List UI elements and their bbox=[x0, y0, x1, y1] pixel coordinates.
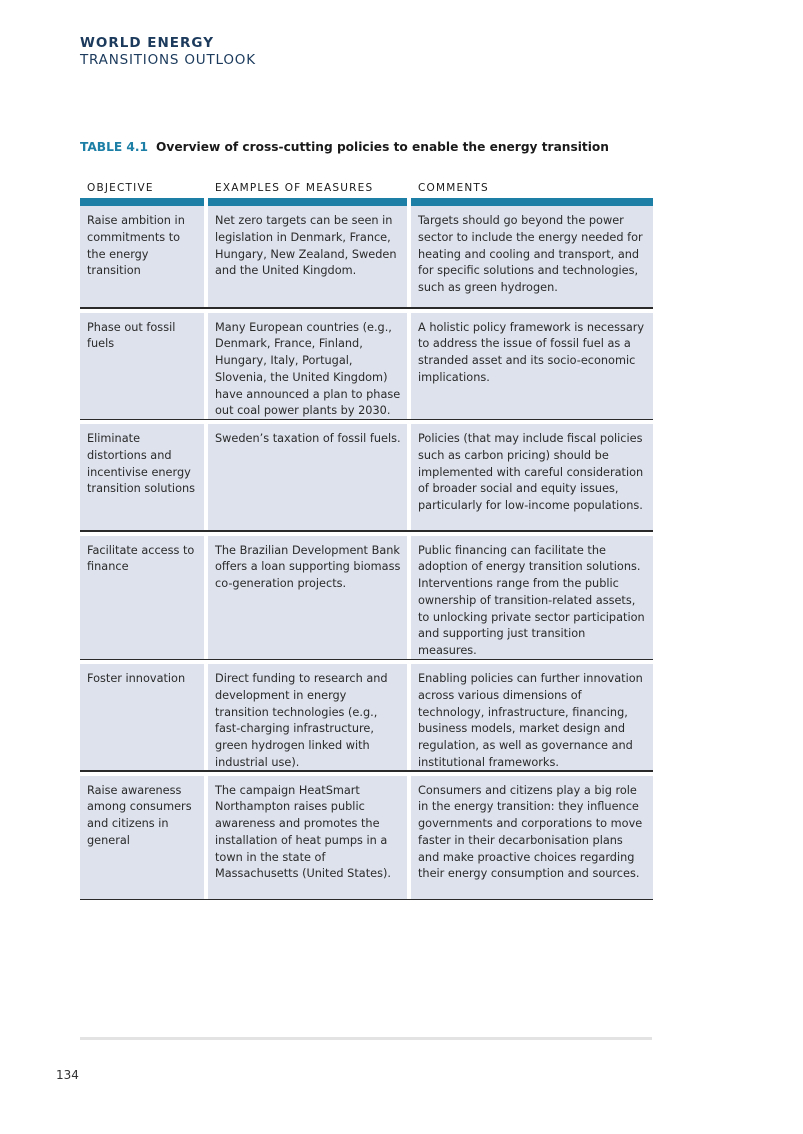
header-accent-bars bbox=[80, 198, 653, 206]
footer-divider bbox=[80, 1037, 652, 1040]
column-header-measures: EXAMPLES OF MEASURES bbox=[215, 182, 374, 194]
cell-objective: Phase out fossil fuels bbox=[80, 313, 204, 419]
table-row bbox=[80, 424, 653, 530]
row-divider bbox=[80, 770, 653, 772]
row-divider bbox=[80, 659, 653, 661]
row-divider bbox=[80, 530, 653, 532]
cell-objective: Foster innovation bbox=[80, 664, 204, 770]
publication-subtitle: TRANSITIONS OUTLOOK bbox=[80, 52, 256, 68]
table-title: Overview of cross-cutting policies to enable the energy transition bbox=[156, 140, 609, 154]
cell-comments: Policies (that may include fiscal policies such as carbon pricing) should be implemented with careful consideration of broader social and equity issues, particularly for low-income populations. bbox=[411, 424, 653, 530]
table-header-row bbox=[80, 178, 653, 198]
policy-table bbox=[80, 178, 653, 900]
cell-objective: Raise ambition in commitments to the energy transition bbox=[80, 206, 204, 307]
cell-measures: Net zero targets can be seen in legislation in Denmark, France, Hungary, New Zealand, Sweden and the United Kingdom. bbox=[208, 206, 407, 307]
accent-bar-measures bbox=[208, 198, 407, 206]
row-divider bbox=[80, 899, 653, 901]
table-row bbox=[80, 536, 653, 659]
table-row bbox=[80, 313, 653, 419]
cell-comments: Enabling policies can further innovation across various dimensions of technology, infrastructure, financing, business models, market design and regulation, as well as governance and institutional frameworks. bbox=[411, 664, 653, 770]
accent-bar-objective bbox=[80, 198, 204, 206]
cell-comments: Consumers and citizens play a big role in the energy transition: they influence governments and corporations to move faster in their decarbonisation plans and make proactive choices regarding their energy consumption and sources. bbox=[411, 776, 653, 899]
row-divider bbox=[80, 307, 653, 309]
table-row bbox=[80, 206, 653, 307]
table-caption bbox=[80, 140, 609, 154]
cell-measures: Sweden’s taxation of fossil fuels. bbox=[208, 424, 407, 530]
cell-comments: Public financing can facilitate the adoption of energy transition solutions. Interventions range from the public ownership of transition-related assets, to unlocking private sector participation and supporting just transition measures. bbox=[411, 536, 653, 659]
accent-bar-comments bbox=[411, 198, 653, 206]
cell-measures: The Brazilian Development Bank offers a loan supporting biomass co-generation projects. bbox=[208, 536, 407, 659]
table-number: TABLE 4.1 bbox=[80, 140, 149, 154]
table-row bbox=[80, 776, 653, 899]
row-divider bbox=[80, 419, 653, 421]
cell-measures: Direct funding to research and development in energy transition technologies (e.g., fast-charging infrastructure, green hydrogen linked with industrial use). bbox=[208, 664, 407, 770]
cell-comments: A holistic policy framework is necessary to address the issue of fossil fuel as a stranded asset and its socio-economic implications. bbox=[411, 313, 653, 419]
cell-objective: Facilitate access to finance bbox=[80, 536, 204, 659]
cell-objective: Raise awareness among consumers and citizens in general bbox=[80, 776, 204, 899]
cell-measures: Many European countries (e.g., Denmark, France, Finland, Hungary, Italy, Portugal, Slovenia, the United Kingdom) have announced a plan to phase out coal power plants by 2030. bbox=[208, 313, 407, 419]
table-row bbox=[80, 664, 653, 770]
column-header-objective: OBJECTIVE bbox=[87, 182, 154, 194]
cell-comments: Targets should go beyond the power sector to include the energy needed for heating and cooling and transport, and for specific solutions and technologies, such as green hydrogen. bbox=[411, 206, 653, 307]
cell-objective: Eliminate distortions and incentivise energy transition solutions bbox=[80, 424, 204, 530]
publication-header bbox=[80, 35, 256, 69]
cell-measures: The campaign HeatSmart Northampton raises public awareness and promotes the installation of heat pumps in a town in the state of Massachusetts (United States). bbox=[208, 776, 407, 899]
column-header-comments: COMMENTS bbox=[418, 182, 489, 194]
page-number: 134 bbox=[56, 1068, 79, 1082]
publication-title: WORLD ENERGY bbox=[80, 35, 214, 51]
